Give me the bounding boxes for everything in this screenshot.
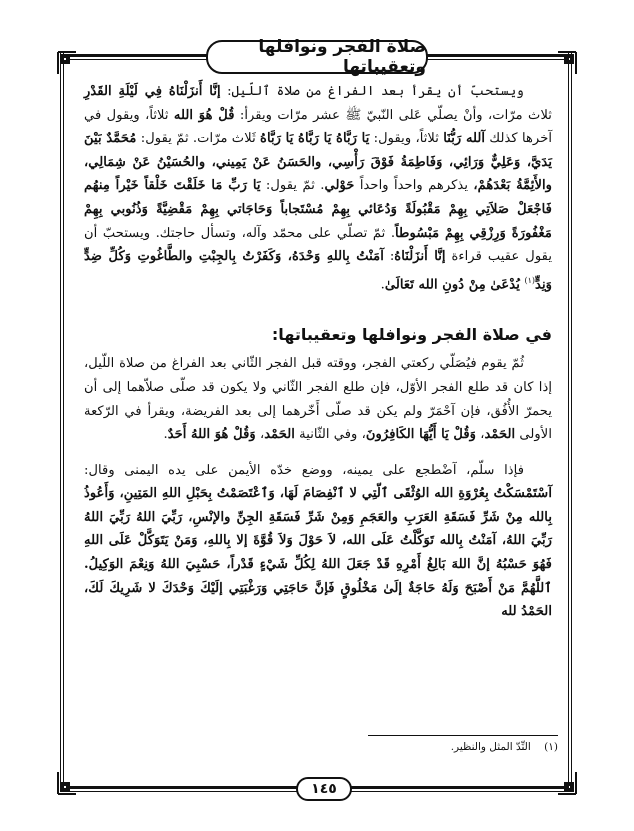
quoted-supplication: يَا رَبِّ مَا خَلَقْتَ خَلْقاً خَيْراً مِنهُم فَاجْعَلْ صَلاَتِي بِهِمْ مَقْبُولَةً وَدُعَائي بِهِمْ مُسْتَجاباً وَحَاجَاتي بِهِمْ مَقْضِيَّةً وَذُنُوبي بِهِمْ مَغْفُورَةً وَرِزْقِي بِهِمْ مَبْسُوطاً <box>84 178 552 241</box>
corner-ornament-bottom-right-icon <box>556 770 578 796</box>
quoted-supplication: آسْتَمْسَكْتُ بِعُرْوَةِ الله الوُثْقَى ٱلّتِي لا ٱنْفِصَامَ لَهَا، وَٱعْتَصَمْتُ بِحَبْلِ اللهِ المَتِينِ، وَأَعُوذُ بِالله مِنْ شَرِّ فَسَقَةِ العَرَبِ والعَجَمِ وَمِنْ شَرِّ فَسَقَةِ الجِنِّ والإنْسِ، رَبِّيَ اللهُ رَبِّيَ اللهُ رَبِّيَ اللهُ، آمَنْتُ بِالله تَوَكَّلْتُ عَلَى الله، لاَ حَوْلَ وَلاَ قُوَّةَ إلا بِاللهِ، وَمَنْ يَتَوَكَّلْ عَلَى اللهِ فَهُوَ حَسْبُهُ إنَّ اللهَ بَالِغُ أَمْرِهِ قَدْ جَعَلَ اللهُ لِكُلِّ شَيْءٍ قَدْراً، حَسْبِيَ اللهُ وَنِعْمَ الوَكِيلُ. ٱللَّهُمَّ مَنْ أَصْبَحَ وَلَهُ حَاجَةٌ إلَىٰ مَخْلُوقٍ فَإنَّ حَاجَتِي وَرَغْبَتِي إلَيْكَ وَحْدَكَ لا شَرِيكَ لَكَ، الحَمْدُ لله <box>84 486 552 620</box>
body-text: ، <box>476 427 485 443</box>
paragraph <box>84 352 552 446</box>
body-text: يذكرهم واحداً واحداً <box>354 178 474 194</box>
bottom-rule-right <box>350 786 566 792</box>
top-rule-right <box>426 54 566 60</box>
footnote <box>300 741 558 753</box>
quoted-supplication: قُلْ هُوَ الله <box>173 107 235 123</box>
quoted-supplication: يُدْعَىٰ مِنْ دُونِ الله تَعَالَىٰ <box>384 277 525 293</box>
paragraph <box>84 80 552 297</box>
quoted-supplication: الحَمْد <box>264 427 295 443</box>
body-text: . ثمّ تصلّي على محمّد وآله، وتسأل حاجتك. ويستحبّ أن يقول عقيب قراءة <box>84 225 553 265</box>
body-text: ثَلاث مرّات. ثمّ يقول: <box>136 131 261 147</box>
body-text: ثلاثاً، ويقول: <box>369 131 444 147</box>
quoted-supplication: وَقُلْ هُوَ اللهُ أَحَدٌ <box>167 427 256 443</box>
body-text: ثلاث مرّات، وأنْ يصلّي عَلى النّبيّ ﷺ عشر مرّات ويقرأ: <box>234 107 552 123</box>
quoted-supplication: مُحَمَّدٌ بَيْنَ يَدَيَّ، وَعَلِيٌّ وَرَائِي، وَفَاطِمَةُ فَوْقَ رَأْسِي، والحَسَنُ عَنْ يَمِيني، والحُسَيْنُ عَنْ شِمَالِي، والأَئِمَّةُ بَعْدَهُمْ، <box>84 131 553 194</box>
body-text: ويستحبّ أن يقرأ بعد الفراغ من صلاة ٱللّيل: <box>220 84 524 99</box>
corner-ornament-top-left-icon <box>56 50 78 76</box>
quoted-supplication: يَا رَبَّاهُ يَا رَبَّاهُ يَا رَبَّاهُ <box>260 131 370 147</box>
footnote-marker: (١) <box>544 741 558 753</box>
quoted-supplication: آلله رَبُّنَا <box>443 131 486 147</box>
body-text: . ثمّ يقول: <box>260 178 325 194</box>
bottom-rule-left <box>70 786 298 792</box>
body-text: ثُمّ يقوم فيُصَلّي ركعتي الفجر، ووقته قبل الفجر الثّاني بعد الفراغ من صلاة اللّيل، إذا كان قد طلع الفجر الأوّل، فإن طلع الفجر الثّاني ولا يكون قد صلّى صلاّهما إلى أن يحمرّ الأُفُق، فإن آحْمَرّ ولم يكن قد صلّى أَخّرهما إلى بعد الفريضة، ويقرأ في الرّكعة الأولى <box>84 356 552 443</box>
footnote-text: النِّدّ المثل والنظير. <box>450 741 531 753</box>
top-rule-left <box>70 54 208 60</box>
page-body <box>84 80 552 624</box>
corner-ornament-top-right-icon <box>556 50 578 76</box>
quoted-supplication: وَقُلْ يَا أَيُّهَا الكَافِرُونَ <box>365 427 477 443</box>
footnote-ref: (١) <box>524 275 536 285</box>
quoted-supplication: إنَّا أَنزَلْنَاهُ <box>394 249 446 265</box>
quoted-supplication: حَوْلي <box>324 178 355 194</box>
body-text: . <box>380 277 385 293</box>
corner-ornament-bottom-left-icon <box>56 770 78 796</box>
body-text: : <box>383 249 395 265</box>
quoted-supplication: آمَنْتُ بِاللهِ وَحْدَهُ، وَكَفَرْتُ بِالجِبْتِ والطَّاغُوتِ وَكُلِّ ضِدٍّ وَنِدٍّ <box>84 249 552 293</box>
page-number: ١٤٥ <box>296 777 352 801</box>
quoted-supplication: إنَّا أَنزَلْنَاهُ فِي لَيْلَةِ القَدْرِ <box>84 84 221 99</box>
paragraph <box>84 459 552 624</box>
body-text: ثلاثاً، ويقول في آخرها كذلك <box>84 107 553 147</box>
body-text: ، وفي الثّانية <box>294 427 366 443</box>
section-heading: في صلاة الفجر ونوافلها وتعقيباتها: <box>271 324 552 344</box>
chapter-title: صلاة الفجر ونوافلها وتعقيباتها <box>206 40 428 74</box>
body-text: . <box>163 427 168 443</box>
quoted-supplication: الحَمْد <box>484 427 516 443</box>
body-text: فإذا سلّم، آضْطجع على يمينه، ووضع خدّه الأيمن على يده اليمنى وقال: <box>84 462 524 478</box>
footnote-separator <box>368 735 558 736</box>
body-text: ، <box>255 427 265 443</box>
